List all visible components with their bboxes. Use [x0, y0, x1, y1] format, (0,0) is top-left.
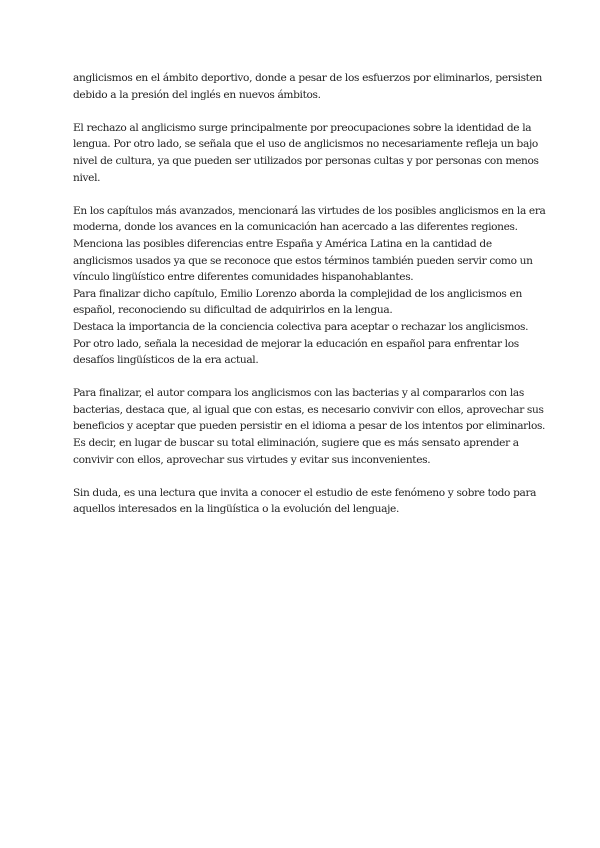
text-line: Es decir, en lugar de buscar su total eliminación, sugiere que es más sensato aprender a: [73, 437, 519, 450]
text-line: español, reconociendo su dificultad de adquirirlos en la lengua.: [73, 304, 393, 317]
text-line: moderna, donde los avances en la comunicación han acercado a las diferentes regiones.: [73, 221, 518, 234]
text-line: Para finalizar dicho capítulo, Emilio Lorenzo aborda la complejidad de los anglicismos en: [73, 287, 522, 300]
text-line: Por otro lado, señala la necesidad de mejorar la educación en español para enfrentar los: [73, 337, 519, 350]
paragraph: [73, 120, 539, 186]
paragraph-spacer: [73, 468, 533, 485]
document-body: [73, 70, 546, 518]
text-line: Para finalizar, el autor compara los anglicismos con las bacterias y al compararlos con las: [73, 387, 524, 400]
text-line: nivel de cultura, ya que pueden ser utilizados por personas cultas y por personas con menos: [73, 154, 539, 167]
paragraph: [73, 385, 546, 468]
text-line: anglicismos en el ámbito deportivo, donde a pesar de los esfuerzos por eliminarlos, persisten: [73, 72, 542, 84]
paragraph-spacer: [73, 103, 533, 120]
paragraph-spacer: [73, 369, 533, 386]
text-line: aquellos interesados en la lingüística o la evolución del lenguaje.: [73, 503, 399, 516]
text-line: desafíos lingüísticos de la era actual.: [73, 354, 259, 367]
text-line: beneficios y aceptar que pueden persistir en el idioma a pesar de los intentos por eliminarlos.: [73, 420, 546, 433]
text-line: nivel.: [73, 171, 101, 184]
text-line: En los capítulos más avanzados, mencionará las virtudes de los posibles anglicismos en la era: [73, 204, 546, 217]
text-line: lengua. Por otro lado, se señala que el uso de anglicismos no necesariamente refleja un bajo: [73, 138, 538, 151]
paragraph-spacer: [73, 186, 533, 203]
text-line: Destaca la importancia de la conciencia colectiva para aceptar o rechazar los anglicismos.: [73, 320, 529, 333]
text-line: convivir con ellos, aprovechar sus virtudes y evitar sus inconvenientes.: [73, 453, 431, 466]
text-line: bacterias, destaca que, al igual que con estas, es necesario convivir con ellos, aprovechar sus: [73, 403, 544, 416]
text-line: Menciona las posibles diferencias entre España y América Latina en la cantidad de: [73, 237, 492, 250]
paragraph: [73, 203, 546, 369]
text-line: anglicismos usados ya que se reconoce que estos términos también pueden servir como un: [73, 254, 533, 267]
text-line: vínculo lingüístico entre diferentes comunidades hispanohablantes.: [73, 271, 414, 284]
paragraph: [73, 485, 537, 518]
text-line: El rechazo al anglicismo surge principalmente por preocupaciones sobre la identidad de la: [73, 121, 532, 134]
text-line: debido a la presión del inglés en nuevos ámbitos.: [73, 88, 321, 101]
paragraph: [73, 70, 542, 103]
text-line: Sin duda, es una lectura que invita a conocer el estudio de este fenómeno y sobre todo para: [73, 486, 537, 499]
